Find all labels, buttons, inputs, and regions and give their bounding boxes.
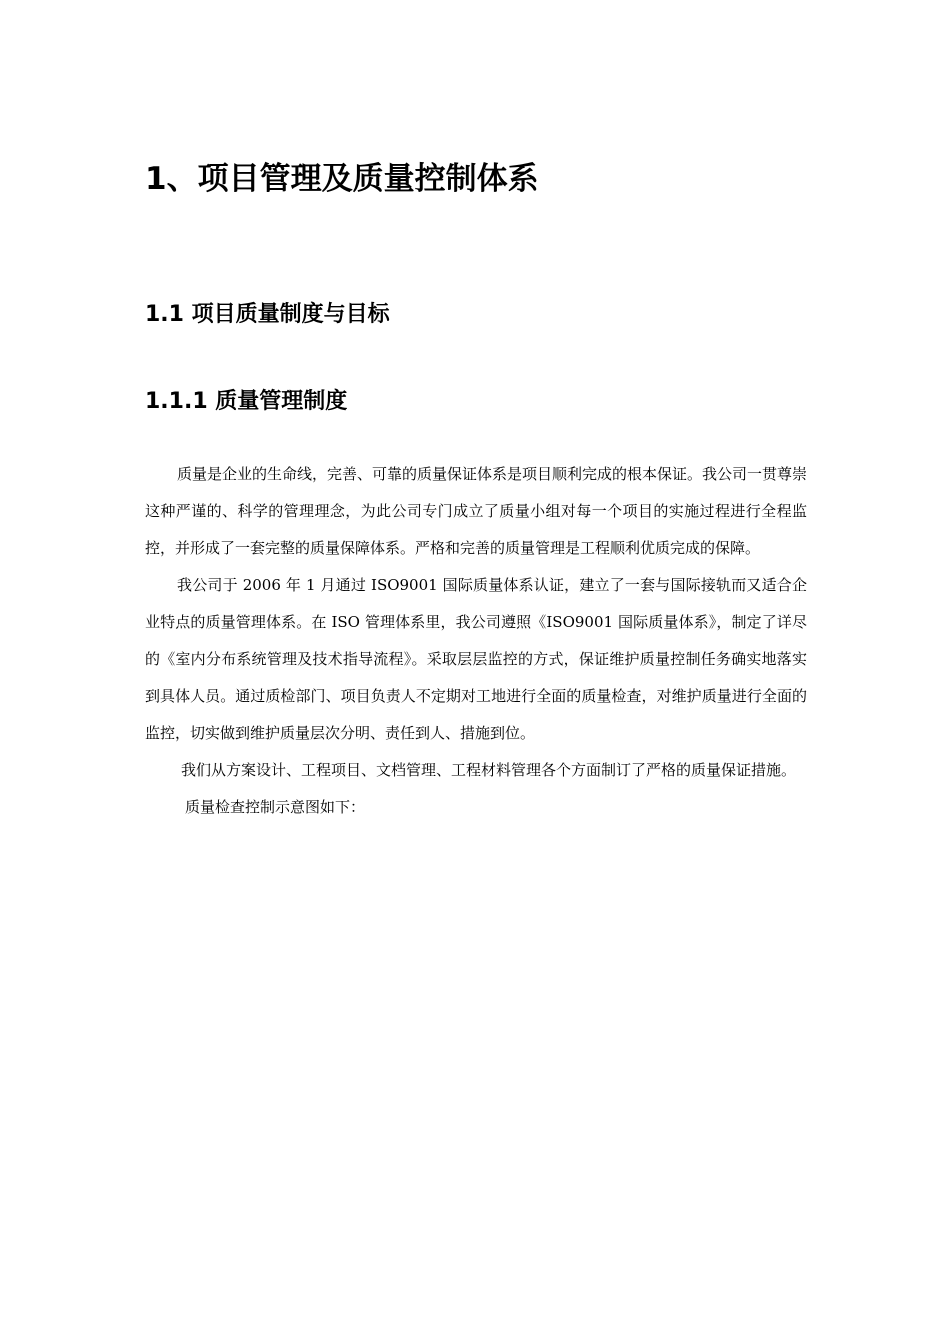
- paragraph-iso-certification: 我公司于 2006 年 1 月通过 ISO9001 国际质量体系认证，建立了一套与国际接轨而又适合企业特点的质量管理体系。在 ISO 管理体系里，我公司遵照《ISO9001 国际质量体系》，制定了详尽的《室内分布系统管理及技术指导流程》。采取层层监控的方式，保证维护质量控制任务确实地落实到具体人员。通过质检部门、项目负责人不定期对工地进行全面的质量检查，对维护质量进行全面的监控，切实做到维护质量层次分明、责任到人、措施到位。: [145, 576, 807, 742]
- paragraph-quality-intro: 质量是企业的生命线，完善、可靠的质量保证体系是项目顺利完成的根本保证。我公司一贯尊崇这种严谨的、科学的管理理念，为此公司专门成立了质量小组对每一个项目的实施过程进行全程监控，并形成了一套完整的质量保障体系。严格和完善的质量管理是工程顺利优质完成的保障。: [145, 465, 808, 557]
- paragraph-diagram-caption: 质量检查控制示意图如下：: [185, 798, 366, 816]
- subsection-heading: 1.1.1 质量管理制度: [145, 389, 348, 414]
- chapter-heading: 1、项目管理及质量控制体系: [145, 161, 539, 197]
- section-heading: 1.1 项目质量制度与目标: [145, 302, 390, 327]
- paragraph-quality-measures: 我们从方案设计、工程项目、文档管理、工程材料管理各个方面制订了严格的质量保证措施。: [181, 761, 797, 779]
- body-text: [145, 456, 807, 826]
